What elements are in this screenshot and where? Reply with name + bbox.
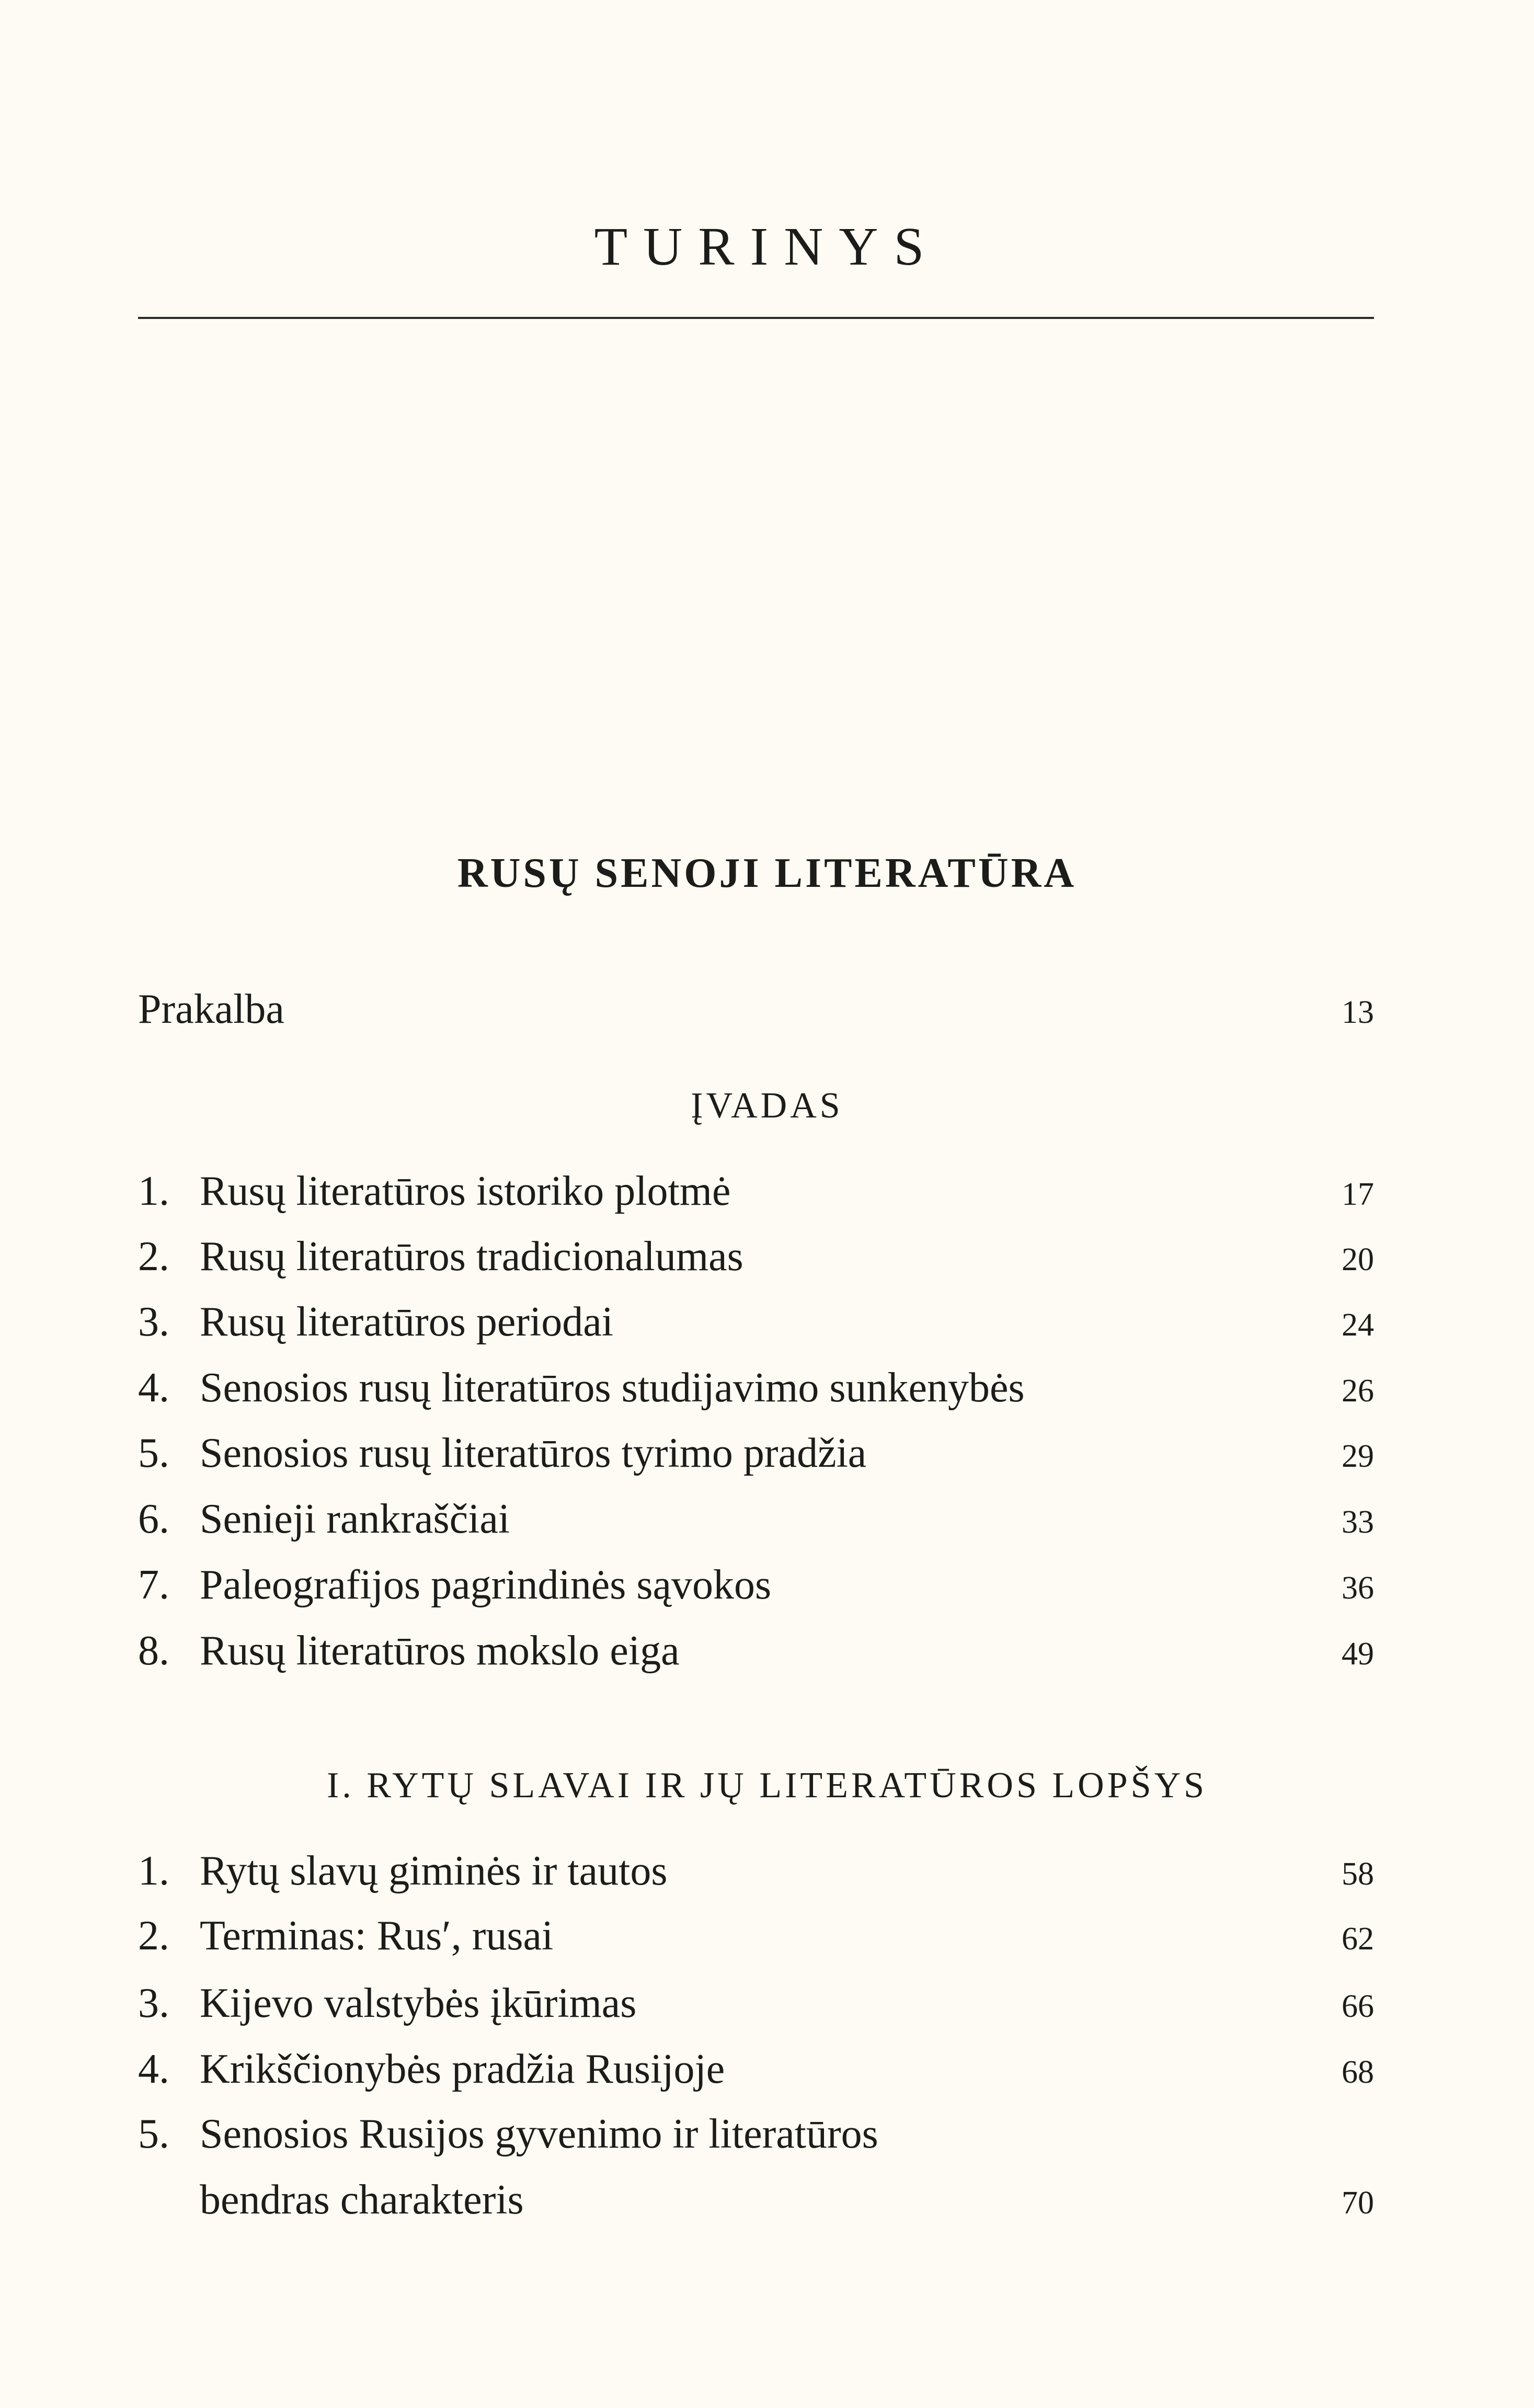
entry-number: 5. (138, 2111, 169, 2157)
toc-entry[interactable] (138, 1230, 1374, 1283)
entry-page-number: 20 (1342, 1242, 1374, 1277)
toc-entry[interactable] (138, 1625, 1374, 1677)
toc-entry-preface[interactable] (138, 983, 1374, 1035)
entry-label: Rusų literatūros istoriko plotmė (200, 1168, 731, 1214)
entry-number: 1. (138, 1848, 169, 1894)
entry-label: Senieji rankraščiai (200, 1496, 510, 1542)
entry-number: 1. (138, 1168, 169, 1214)
title-divider (138, 317, 1374, 319)
section-heading-ivadas: ĮVADAS (691, 1086, 843, 1126)
entry-number: 4. (138, 1365, 169, 1411)
entry-page-number: 17 (1342, 1177, 1374, 1212)
entry-number: 6. (138, 1496, 169, 1542)
entry-page-number: 24 (1342, 1307, 1374, 1343)
entry-page-number: 68 (1342, 2055, 1374, 2090)
entry-number: 3. (138, 1980, 169, 2026)
entry-page-number: 33 (1342, 1504, 1374, 1540)
entry-page-number: 36 (1342, 1570, 1374, 1606)
toc-entry[interactable] (138, 1296, 1374, 1348)
entry-label: Rusų literatūros tradicionalumas (200, 1234, 743, 1280)
part-heading: RUSŲ SENOJI LITERATŪRA (457, 850, 1077, 896)
toc-entry[interactable] (138, 2108, 1374, 2160)
toc-entry[interactable] (138, 1977, 1374, 2029)
entry-page-number: 66 (1342, 1989, 1374, 2024)
section-heading-chapter-1: I. RYTŲ SLAVAI IR JŲ LITERATŪROS LOPŠYS (326, 1765, 1208, 1806)
entry-page-number: 70 (1342, 2185, 1374, 2221)
toc-entry[interactable] (138, 1165, 1374, 1217)
toc-entry[interactable] (138, 1362, 1374, 1414)
toc-entry[interactable] (138, 1493, 1374, 1545)
entry-label: Senosios Rusijos gyvenimo ir literatūros (200, 2111, 878, 2157)
entry-number: 2. (138, 1913, 169, 1959)
entry-label: Rytų slavų giminės ir tautos (200, 1848, 668, 1894)
entry-label: Senosios rusų literatūros studijavimo sunkenybės (200, 1365, 1025, 1411)
entry-label: Prakalba (138, 986, 284, 1032)
toc-entry[interactable] (138, 1427, 1374, 1479)
entry-page-number: 58 (1342, 1856, 1374, 1892)
entry-label: Rusų literatūros periodai (200, 1299, 613, 1345)
toc-entry[interactable] (138, 1559, 1374, 1611)
toc-entry[interactable] (138, 2043, 1374, 2095)
entry-number: 8. (138, 1628, 169, 1674)
entry-number: 3. (138, 1299, 169, 1345)
entry-page-number: 29 (1342, 1439, 1374, 1474)
entry-number: 2. (138, 1234, 169, 1280)
toc-entry-continuation[interactable] (138, 2174, 1374, 2226)
entry-page-number: 26 (1342, 1373, 1374, 1409)
entry-page-number: 62 (1342, 1921, 1374, 1957)
entry-label: Krikščionybės pradžia Rusijoje (200, 2046, 725, 2092)
toc-entry[interactable] (138, 1910, 1374, 1962)
entry-label: Senosios rusų literatūros tyrimo pradžia (200, 1430, 867, 1476)
entry-number: 4. (138, 2046, 169, 2092)
entry-label: Kijevo valstybės įkūrimas (200, 1980, 637, 2026)
entry-page-number: 49 (1342, 1636, 1374, 1672)
page-title: TURINYS (594, 216, 940, 277)
entry-number: 7. (138, 1562, 169, 1608)
entry-label-continuation: bendras charakteris (200, 2177, 524, 2223)
entry-page-number: 13 (1342, 995, 1374, 1030)
entry-label: Terminas: Rus′, rusai (200, 1913, 554, 1959)
toc-entry[interactable] (138, 1845, 1374, 1897)
entry-number: 5. (138, 1430, 169, 1476)
entry-label: Paleografijos pagrindinės sąvokos (200, 1562, 772, 1608)
entry-label: Rusų literatūros mokslo eiga (200, 1628, 680, 1674)
